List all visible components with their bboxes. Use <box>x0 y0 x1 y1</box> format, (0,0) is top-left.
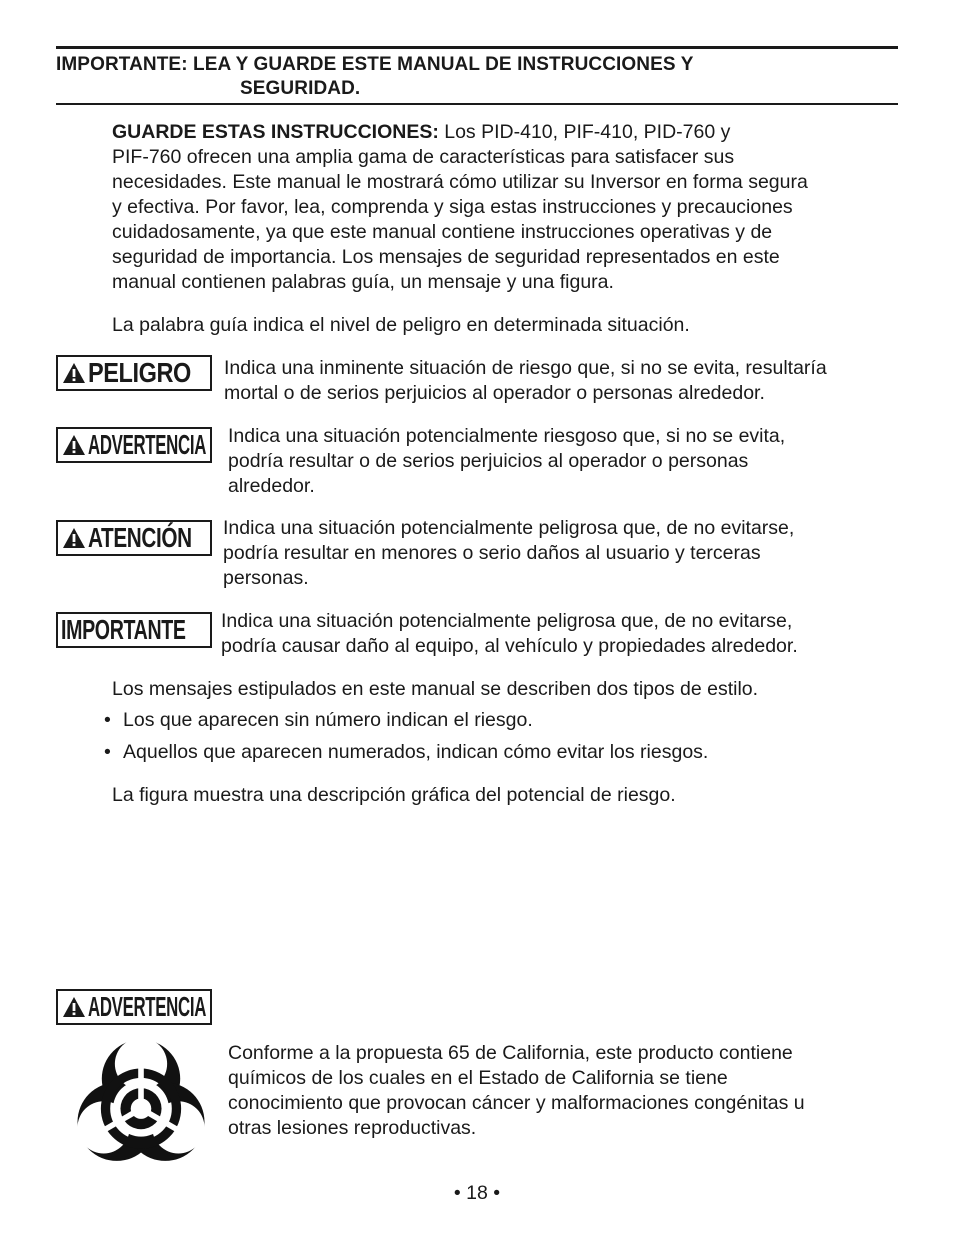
warning-triangle-icon <box>62 996 86 1018</box>
prop65-warning-text <box>228 1041 888 1141</box>
warning-triangle-icon <box>62 527 86 549</box>
atencion-label: ATENCIÓN <box>88 522 192 553</box>
description-line: personas. <box>223 567 309 589</box>
list-item-text: Los que aparecen sin número indican el riesgo. <box>123 709 533 731</box>
description-line: Indica una situación potencialmente peligrosa que, de no evitarse, <box>221 610 793 632</box>
importante-badge <box>56 612 212 648</box>
intro-paragraph <box>112 120 902 295</box>
peligro-label: PELIGRO <box>88 357 191 388</box>
description-line: Indica una situación potencialmente riesgoso que, si no se evita, <box>228 425 786 447</box>
warning-line: Conforme a la propuesta 65 de California, este producto contiene <box>228 1042 793 1064</box>
bullet-mark: • <box>104 709 111 731</box>
prop65-advertencia-badge <box>56 989 212 1025</box>
peligro-description <box>224 356 904 406</box>
description-line: podría resultar en menores o serio daños al usuario y terceras <box>223 542 761 564</box>
warning-triangle-icon <box>62 434 86 456</box>
page-header <box>56 53 898 101</box>
bullet-mark: • <box>104 741 111 763</box>
styles-intro: Los mensajes estipulados en este manual se describen dos tipos de estilo. <box>112 678 759 700</box>
header-line-2: SEGURIDAD. <box>240 78 361 99</box>
atencion-badge <box>56 520 212 556</box>
description-line: podría resultar o de serios perjuicios al operador o personas <box>228 450 749 472</box>
importante-description <box>221 609 901 659</box>
advertencia-label: ADVERTENCIA <box>88 429 207 460</box>
warning-triangle-icon <box>62 362 86 384</box>
intro-line: seguridad de importancia. Los mensajes de seguridad representados en este <box>112 246 780 268</box>
warning-line: conocimiento que provocan cáncer y malformaciones congénitas u <box>228 1092 805 1114</box>
advertencia-description <box>228 424 908 499</box>
header-line-1: IMPORTANTE: LEA Y GUARDE ESTE MANUAL DE INSTRUCCIONES Y <box>56 54 694 75</box>
header-top-rule <box>56 46 898 49</box>
description-line: mortal o de serios perjuicios al operador o personas alrededor. <box>224 382 765 404</box>
peligro-badge <box>56 355 212 391</box>
description-line: Indica una situación potencialmente peligrosa que, de no evitarse, <box>223 517 795 539</box>
page-number: • 18 • <box>453 1182 501 1204</box>
list-item <box>104 740 708 765</box>
importante-label: IMPORTANTE <box>61 614 186 645</box>
prop65-advertencia-label: ADVERTENCIA <box>88 991 207 1022</box>
advertencia-badge <box>56 427 212 463</box>
intro-line: necesidades. Este manual le mostrará cómo utilizar su Inversor en forma segura <box>112 171 808 193</box>
warning-line: químicos de los cuales en el Estado de California se tiene <box>228 1067 728 1089</box>
description-line: alrededor. <box>228 475 315 497</box>
intro-line: y efectiva. Por favor, lea, comprenda y siga estas instrucciones y precauciones <box>112 196 793 218</box>
figure-note: La figura muestra una descripción gráfica del potencial de riesgo. <box>112 784 676 806</box>
list-item <box>104 708 533 733</box>
signal-word-intro: La palabra guía indica el nivel de peligro en determinada situación. <box>112 314 690 336</box>
atencion-description <box>223 516 903 591</box>
intro-bold-lead: GUARDE ESTAS INSTRUCCIONES: <box>112 121 439 143</box>
description-line: podría causar daño al equipo, al vehículo y propiedades alrededor. <box>221 635 798 657</box>
intro-line: Los PID-410, PIF-410, PID-760 y <box>438 121 731 143</box>
description-line: Indica una inminente situación de riesgo que, si no se evita, resultaría <box>224 357 827 379</box>
intro-line: cuidadosamente, ya que este manual contiene instrucciones operativas y de <box>112 221 773 243</box>
intro-line: manual contienen palabras guía, un mensaje y una figura. <box>112 271 614 293</box>
list-item-text: Aquellos que aparecen numerados, indican cómo evitar los riesgos. <box>123 741 709 763</box>
intro-line: PIF-760 ofrecen una amplia gama de características para satisfacer sus <box>112 146 735 168</box>
warning-line: otras lesiones reproductivas. <box>228 1117 477 1139</box>
header-bottom-rule <box>56 103 898 105</box>
biohazard-icon <box>66 1034 216 1174</box>
